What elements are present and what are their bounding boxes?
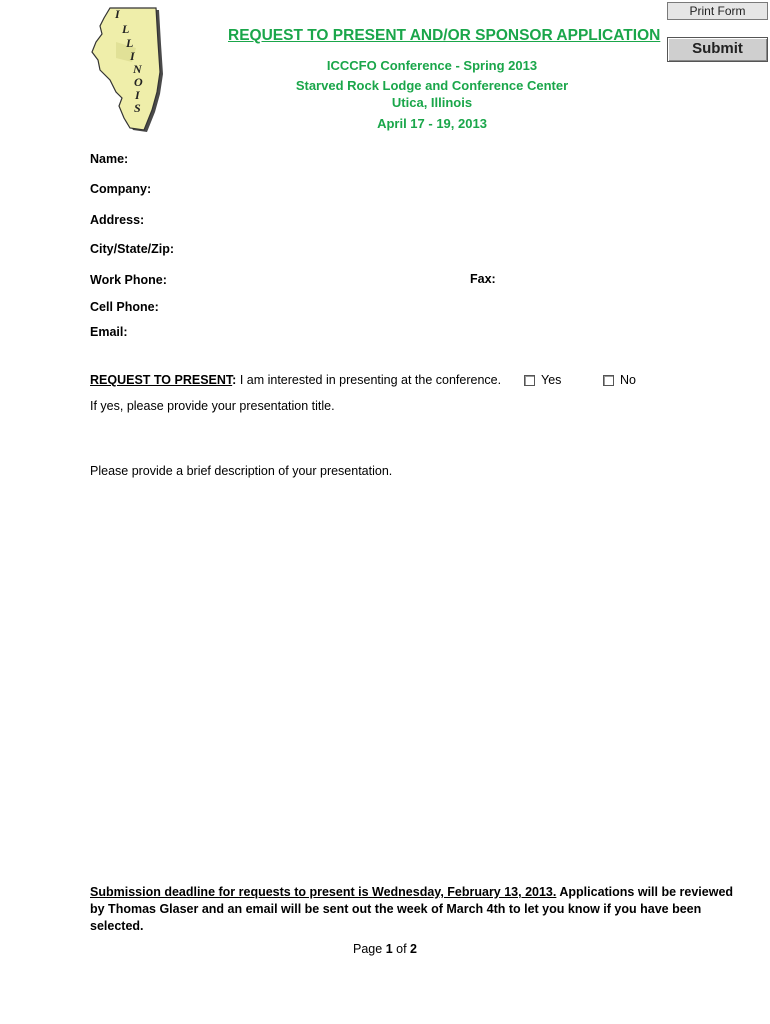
- logo-letter: O: [134, 75, 143, 89]
- deadline-rest-text: Applications will be reviewed by Thomas Glaser and an email will be sent out the week of March 4th to let you know if you have been selected.: [90, 885, 734, 933]
- submission-deadline-note: [90, 884, 740, 935]
- page-current: 1: [385, 942, 393, 956]
- request-to-present-statement: [90, 373, 501, 387]
- logo-letter: L: [122, 22, 130, 36]
- submit-button[interactable]: Submit: [667, 37, 768, 62]
- company-label: Company:: [90, 182, 152, 196]
- event-name: ICCCFO Conference - Spring 2013: [326, 58, 538, 73]
- page-total: 2: [410, 942, 417, 956]
- email-label: Email:: [90, 325, 128, 339]
- deadline-underlined-text: Submission deadline for requests to present is Wednesday, February 13, 2013.: [90, 885, 557, 899]
- print-form-button[interactable]: Print Form: [667, 2, 768, 20]
- statement-text: I am interested in presenting at the conference.: [236, 373, 502, 387]
- page-title: REQUEST TO PRESENT AND/OR SPONSOR APPLICATION: [228, 27, 661, 44]
- name-label: Name:: [90, 152, 129, 166]
- address-label: Address:: [90, 213, 145, 227]
- no-label: No: [620, 373, 636, 387]
- presentation-description-prompt: Please provide a brief description of your presentation.: [90, 464, 393, 478]
- fax-label: Fax:: [470, 272, 496, 286]
- logo-letter: I: [115, 7, 120, 21]
- yes-label: Yes: [541, 373, 562, 387]
- request-to-present-heading: REQUEST TO PRESENT: [90, 373, 233, 387]
- logo-letter: I: [135, 88, 140, 102]
- logo-letter: L: [126, 36, 134, 50]
- event-location: Utica, Illinois: [391, 95, 473, 110]
- illinois-logo: [86, 2, 166, 132]
- presentation-title-prompt: If yes, please provide your presentation title.: [90, 399, 335, 413]
- logo-letter: I: [130, 49, 135, 63]
- venue-name: Starved Rock Lodge and Conference Center: [295, 78, 569, 93]
- event-dates: April 17 - 19, 2013: [377, 116, 487, 131]
- no-checkbox[interactable]: [603, 375, 614, 386]
- logo-letter: S: [134, 101, 141, 115]
- logo-letter: N: [133, 62, 142, 76]
- page-prefix: Page: [353, 942, 386, 956]
- yes-checkbox[interactable]: [524, 375, 535, 386]
- work-phone-label: Work Phone:: [90, 273, 167, 287]
- page-indicator: [300, 942, 470, 956]
- heading-colon: :: [232, 373, 237, 387]
- cell-phone-label: Cell Phone:: [90, 300, 159, 314]
- page-of: of: [392, 942, 411, 956]
- city-state-zip-label: City/State/Zip:: [90, 242, 175, 256]
